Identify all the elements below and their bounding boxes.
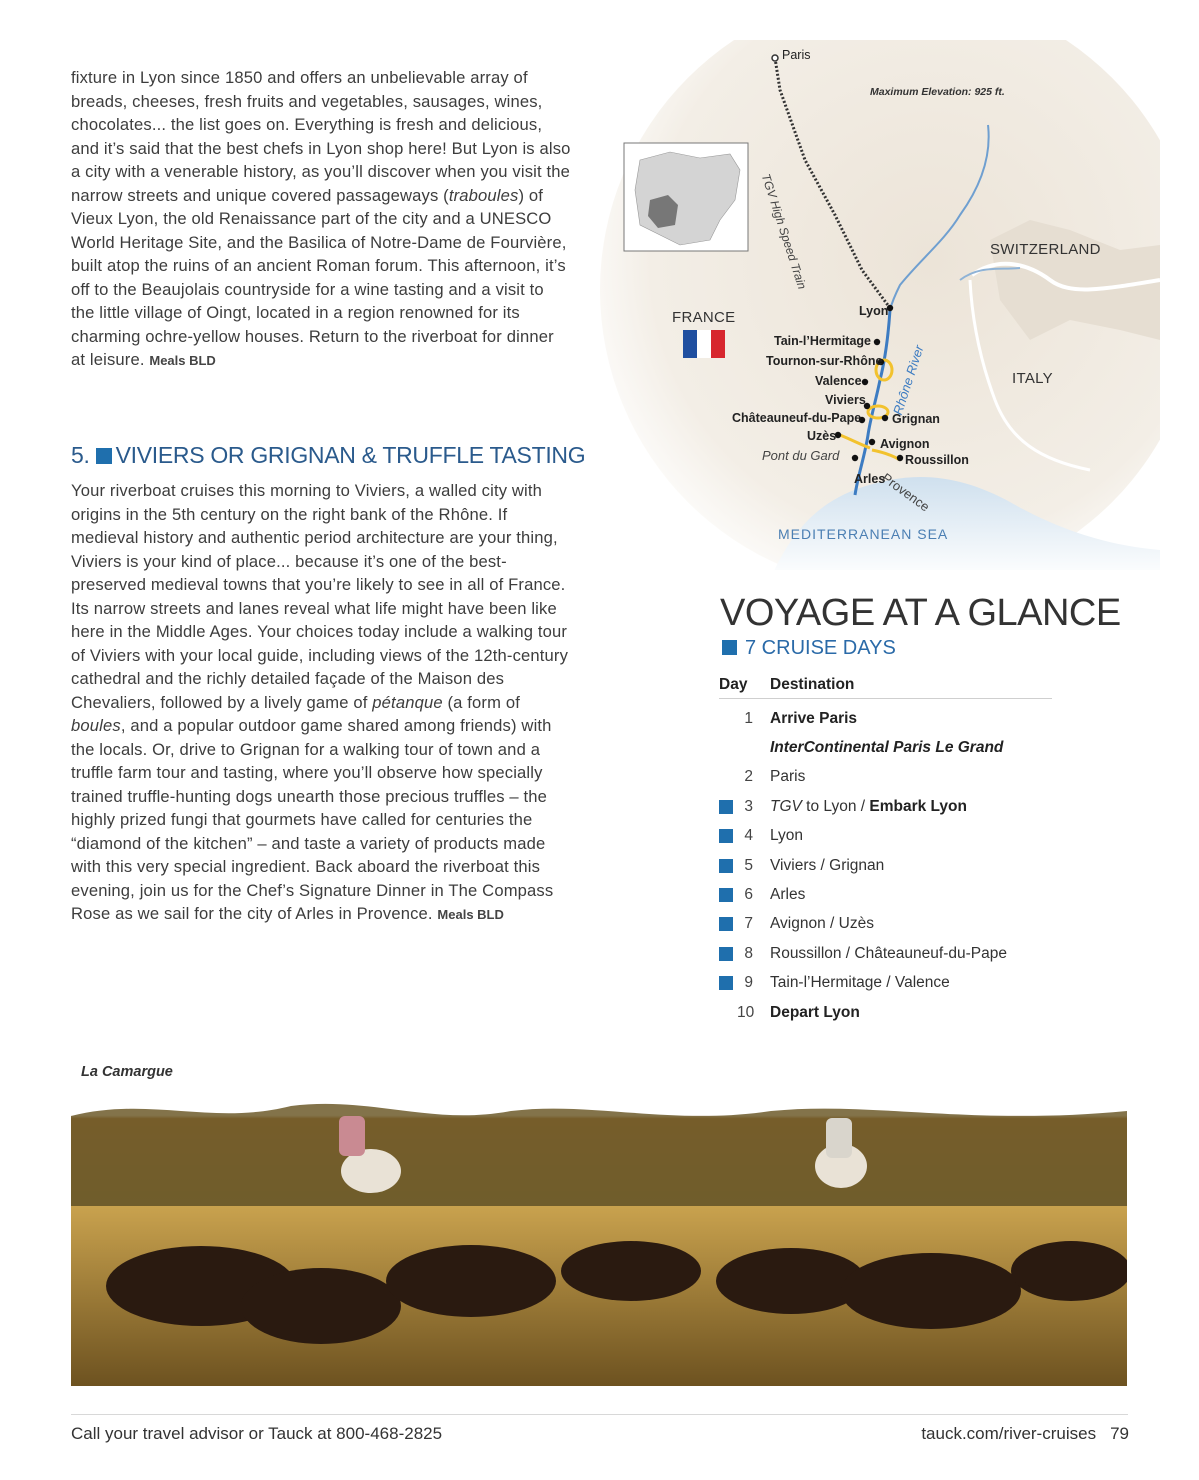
- camargue-photo: [71, 1056, 1127, 1386]
- cruise-marker-icon: [719, 947, 733, 961]
- row-destination: Depart Lyon: [770, 1003, 860, 1021]
- day5-italic-boules: boules: [71, 716, 121, 735]
- row-day: 7: [744, 915, 753, 933]
- cruise-marker-icon: [719, 712, 733, 726]
- label-roussillon: Roussillon: [905, 453, 969, 467]
- row-destination: Lyon: [770, 827, 804, 845]
- intro-text-b: ) of Vieux Lyon, the old Renaissance part of the city and a UNESCO World Heritage Site, and the Basilica of Notre-Dame de Fourvière, built atop the ruins of an ancient Roman forum. This afternoon, it’s off to the Beaujolais countryside for a wine tasting and a visit to the little village of Oingt, located in a region renowned for its charming ochre-yellow houses. Return to the riverboat for dinner at leisure.: [71, 185, 567, 369]
- table-row: [719, 763, 1052, 792]
- row-destination: Arrive Paris: [770, 709, 858, 727]
- table-row: [719, 792, 1052, 821]
- label-provence: Provence: [879, 470, 933, 515]
- glance-title: VOYAGE AT A GLANCE: [720, 592, 1121, 634]
- table-row: [719, 733, 1052, 762]
- label-valence: Valence: [815, 374, 862, 388]
- paris-marker: [772, 55, 778, 61]
- cruise-marker-icon: [719, 1006, 733, 1020]
- label-grignan: Grignan: [892, 412, 940, 426]
- label-pont-du-gard: Pont du Gard: [762, 448, 840, 463]
- cruise-marker-icon: [719, 917, 733, 931]
- intro-meals: Meals BLD: [149, 353, 216, 368]
- table-row: [719, 704, 1052, 733]
- col-day: Day: [719, 676, 748, 693]
- blue-square-icon: [722, 640, 737, 655]
- row-dest-mid: to Lyon /: [801, 797, 870, 815]
- cruise-marker-icon: [719, 741, 733, 755]
- glance-subtitle: [722, 637, 896, 660]
- itinerary-table: [719, 676, 1052, 1027]
- day5-paragraph: [71, 479, 571, 927]
- row-day: 5: [744, 856, 753, 874]
- label-paris: Paris: [782, 48, 811, 62]
- table-row: [719, 880, 1052, 909]
- footer-divider: [71, 1414, 1128, 1415]
- cruise-marker-icon: [719, 800, 733, 814]
- intro-paragraph: [71, 66, 571, 373]
- label-avignon: Avignon: [880, 437, 930, 451]
- cruise-marker-icon: [719, 859, 733, 873]
- row-destination: Tain-l’Hermitage / Valence: [770, 974, 950, 992]
- col-destination: Destination: [770, 676, 855, 693]
- day5-text-a: Your riverboat cruises this morning to Viviers, a walled city with origins in the 5th century on the right bank of the Rhône. If medieval history and authentic period architecture are your thing, Viviers is your kind of place... because it’s one of the best-preserved medieval towns that you’re likely to see in all of France. Its narrow streets and lanes reveal what life might have been like here in the Middle Ages. Your choices today include a walking tour of Viviers with your local guide, including views of the 12th-century cathedral and the richly detailed façade of the Maison des Chevaliers, followed by a lively game of: [71, 481, 569, 712]
- footer-right: [921, 1424, 1129, 1444]
- day5-text-c: , and a popular outdoor game shared among friends) with the locals. Or, drive to Grignan for a walking tour of town and a truffle farm tour and tasting, where you’ll observe how specially trained truffle-hunting dogs unearth those precious truffles – the highly prized fungi that gourmets have called for centuries the “diamond of the kitchen” – and taste a variety of products made with this very special ingredient. Back aboard the riverboat this evening, join us for the Chef’s Signature Dinner in The Compass Rose as we sail for the city of Arles in Provence.: [71, 716, 554, 923]
- table-row: [719, 822, 1052, 851]
- label-italy: ITALY: [1012, 370, 1053, 387]
- day5-italic-petanque: pétanque: [372, 692, 443, 712]
- label-rhone-river: Rhône River: [890, 343, 927, 417]
- itinerary-header: [719, 676, 1052, 699]
- page-number: 79: [1110, 1424, 1129, 1443]
- intro-italic-term: traboules: [448, 185, 519, 205]
- footer-url[interactable]: tauck.com/river-cruises: [921, 1424, 1097, 1443]
- table-row: [719, 851, 1052, 880]
- photo-caption: La Camargue: [81, 1064, 173, 1080]
- label-chateauneuf: Châteauneuf-du-Pape: [732, 411, 862, 425]
- label-tain: Tain-l’Hermitage: [774, 334, 872, 348]
- label-sea: MEDITERRANEAN SEA: [778, 526, 949, 542]
- row-day: 6: [744, 886, 753, 904]
- label-lyon: Lyon: [859, 304, 889, 318]
- row-destination: Paris: [770, 768, 806, 786]
- table-row: [719, 969, 1052, 998]
- cruise-marker-icon: [719, 770, 733, 784]
- table-row: [719, 998, 1052, 1027]
- label-viviers: Viviers: [825, 393, 866, 407]
- blue-square-icon: [96, 448, 112, 464]
- row-destination: Avignon / Uzès: [770, 915, 874, 933]
- row-destination: [770, 798, 967, 816]
- day5-number: 5.: [71, 442, 90, 468]
- footer-contact: Call your travel advisor or Tauck at 800-468-2825: [71, 1424, 443, 1443]
- label-tgv: TGV High Speed Train: [758, 172, 810, 291]
- row-day: 10: [737, 1003, 755, 1021]
- route-map: [600, 40, 1160, 570]
- cruise-marker-icon: [719, 829, 733, 843]
- day5-meals: Meals BLD: [437, 907, 504, 922]
- label-france: FRANCE: [672, 309, 736, 326]
- row-dest-tgv: TGV: [770, 797, 802, 815]
- row-destination: Viviers / Grignan: [770, 856, 885, 874]
- day5-title: VIVIERS OR GRIGNAN & TRUFFLE TASTING: [115, 442, 586, 468]
- row-day: 1: [744, 709, 753, 727]
- cruise-marker-icon: [719, 888, 733, 902]
- label-switzerland: SWITZERLAND: [990, 241, 1101, 258]
- table-row: [719, 910, 1052, 939]
- label-arles: Arles: [854, 472, 886, 486]
- label-tournon: Tournon-sur-Rhône: [766, 354, 883, 368]
- cruise-marker-icon: [719, 976, 733, 990]
- row-dest-embark: Embark Lyon: [869, 797, 967, 815]
- europe-inset: [624, 143, 748, 251]
- label-uzes: Uzès: [807, 429, 837, 443]
- table-row: [719, 939, 1052, 968]
- photo-illustration: [71, 1056, 1127, 1386]
- row-day: 3: [744, 797, 753, 815]
- france-flag: [683, 330, 725, 358]
- row-day: 2: [744, 768, 753, 786]
- day5-heading: [71, 442, 591, 469]
- label-elevation: Maximum Elevation: 925 ft.: [870, 86, 1005, 98]
- row-day: 4: [744, 827, 753, 845]
- row-destination: Roussillon / Châteauneuf-du-Pape: [770, 944, 1007, 962]
- day5-text-b: (a form of: [442, 692, 520, 712]
- row-day: 9: [744, 974, 753, 992]
- row-destination: InterContinental Paris Le Grand: [770, 739, 1004, 757]
- glance-subtitle-text: 7 CRUISE DAYS: [745, 637, 896, 659]
- intro-text-a: fixture in Lyon since 1850 and offers an unbelievable array of breads, cheeses, fresh fruits and vegetables, sausages, wines, chocolates... the list goes on. Everything is fresh and delicious, and it’s said that the best chefs in Lyon shop here! But Lyon is also a city with a venerable history, as you’ll discover when you visit the narrow streets and unique covered passageways (: [71, 68, 571, 205]
- row-destination: Arles: [770, 886, 806, 904]
- row-day: 8: [744, 944, 753, 962]
